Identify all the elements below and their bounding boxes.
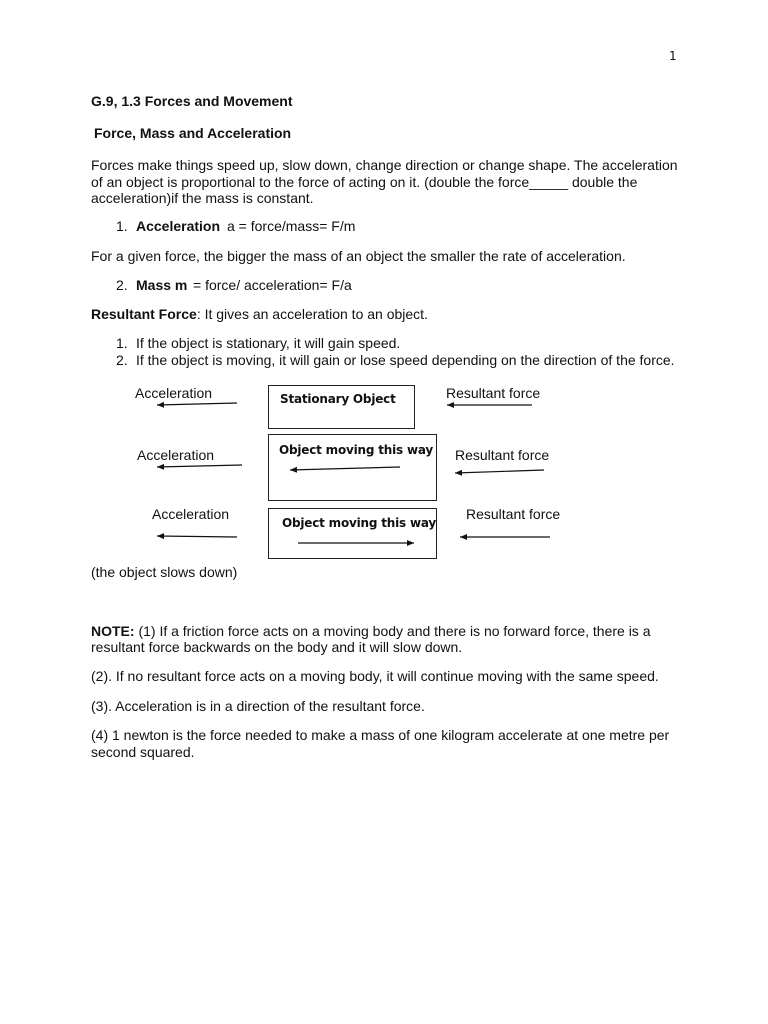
note-label: NOTE: xyxy=(91,623,135,639)
section-heading: Force, Mass and Acceleration xyxy=(94,125,292,141)
list-item: If the object is stationary, it will gain speed. xyxy=(136,335,401,351)
note-point-4-line-2: second squared. xyxy=(91,744,195,760)
note-text: (1) If a friction force acts on a moving body and there is no forward force, there is a xyxy=(134,623,651,639)
acceleration-arrow-2 xyxy=(157,465,242,467)
note-point-2: (2). If no resultant force acts on a moving body, it will continue moving with the same speed. xyxy=(91,668,659,684)
motion-arrow-1 xyxy=(290,467,400,470)
note-point-3: (3). Acceleration is in a direction of the resultant force. xyxy=(91,698,425,714)
acceleration-arrow-3 xyxy=(157,536,237,537)
acceleration-label-2: Acceleration xyxy=(137,447,215,463)
acceleration-formula: a = force/mass= F/m xyxy=(227,218,356,234)
list-number: 2. xyxy=(116,352,128,368)
page-number: 1 xyxy=(669,49,677,63)
diagram-caption: (the object slows down) xyxy=(91,564,238,580)
resultant-force-text: : It gives an acceleration to an object. xyxy=(196,306,428,322)
intro-line-2: of an object is proportional to the force of acting on it. (double the force_____ double the xyxy=(91,174,638,190)
acceleration-arrow-1 xyxy=(157,403,237,405)
intro-line-1: Forces make things speed up, slow down, change direction or change shape. The acceleration xyxy=(91,157,678,173)
note-line-2: resultant force backwards on the body and it will slow down. xyxy=(91,639,463,655)
mass-formula: = force/ acceleration= F/a xyxy=(193,277,352,293)
acceleration-label: Acceleration xyxy=(136,218,221,234)
box-label: Stationary Object xyxy=(280,392,396,406)
list-number: 1. xyxy=(116,335,128,351)
mass-label: Mass m xyxy=(136,277,188,293)
resultant-force-arrow-2 xyxy=(455,470,544,473)
note-line-1 xyxy=(91,623,650,639)
box-label: Object moving this way xyxy=(279,443,434,457)
list-number: 1. xyxy=(116,218,128,234)
intro-line-3: acceleration)if the mass is constant. xyxy=(91,190,314,206)
list-number: 2. xyxy=(116,277,128,293)
resultant-force-label: Resultant Force xyxy=(91,306,197,322)
page-title: G.9, 1.3 Forces and Movement xyxy=(91,93,293,109)
resultant-force-label-2: Resultant force xyxy=(455,447,550,463)
acceleration-label-1: Acceleration xyxy=(135,385,213,401)
list-item: If the object is moving, it will gain or lose speed depending on the direction of the force. xyxy=(136,352,675,368)
resultant-force-label-3: Resultant force xyxy=(466,506,561,522)
mass-note: For a given force, the bigger the mass of an object the smaller the rate of acceleration. xyxy=(91,248,626,264)
acceleration-label-3: Acceleration xyxy=(152,506,230,522)
resultant-force-label-1: Resultant force xyxy=(446,385,541,401)
note-point-4-line-1: (4) 1 newton is the force needed to make a mass of one kilogram accelerate at one metre per xyxy=(91,727,670,743)
box-label: Object moving this way xyxy=(282,516,437,530)
